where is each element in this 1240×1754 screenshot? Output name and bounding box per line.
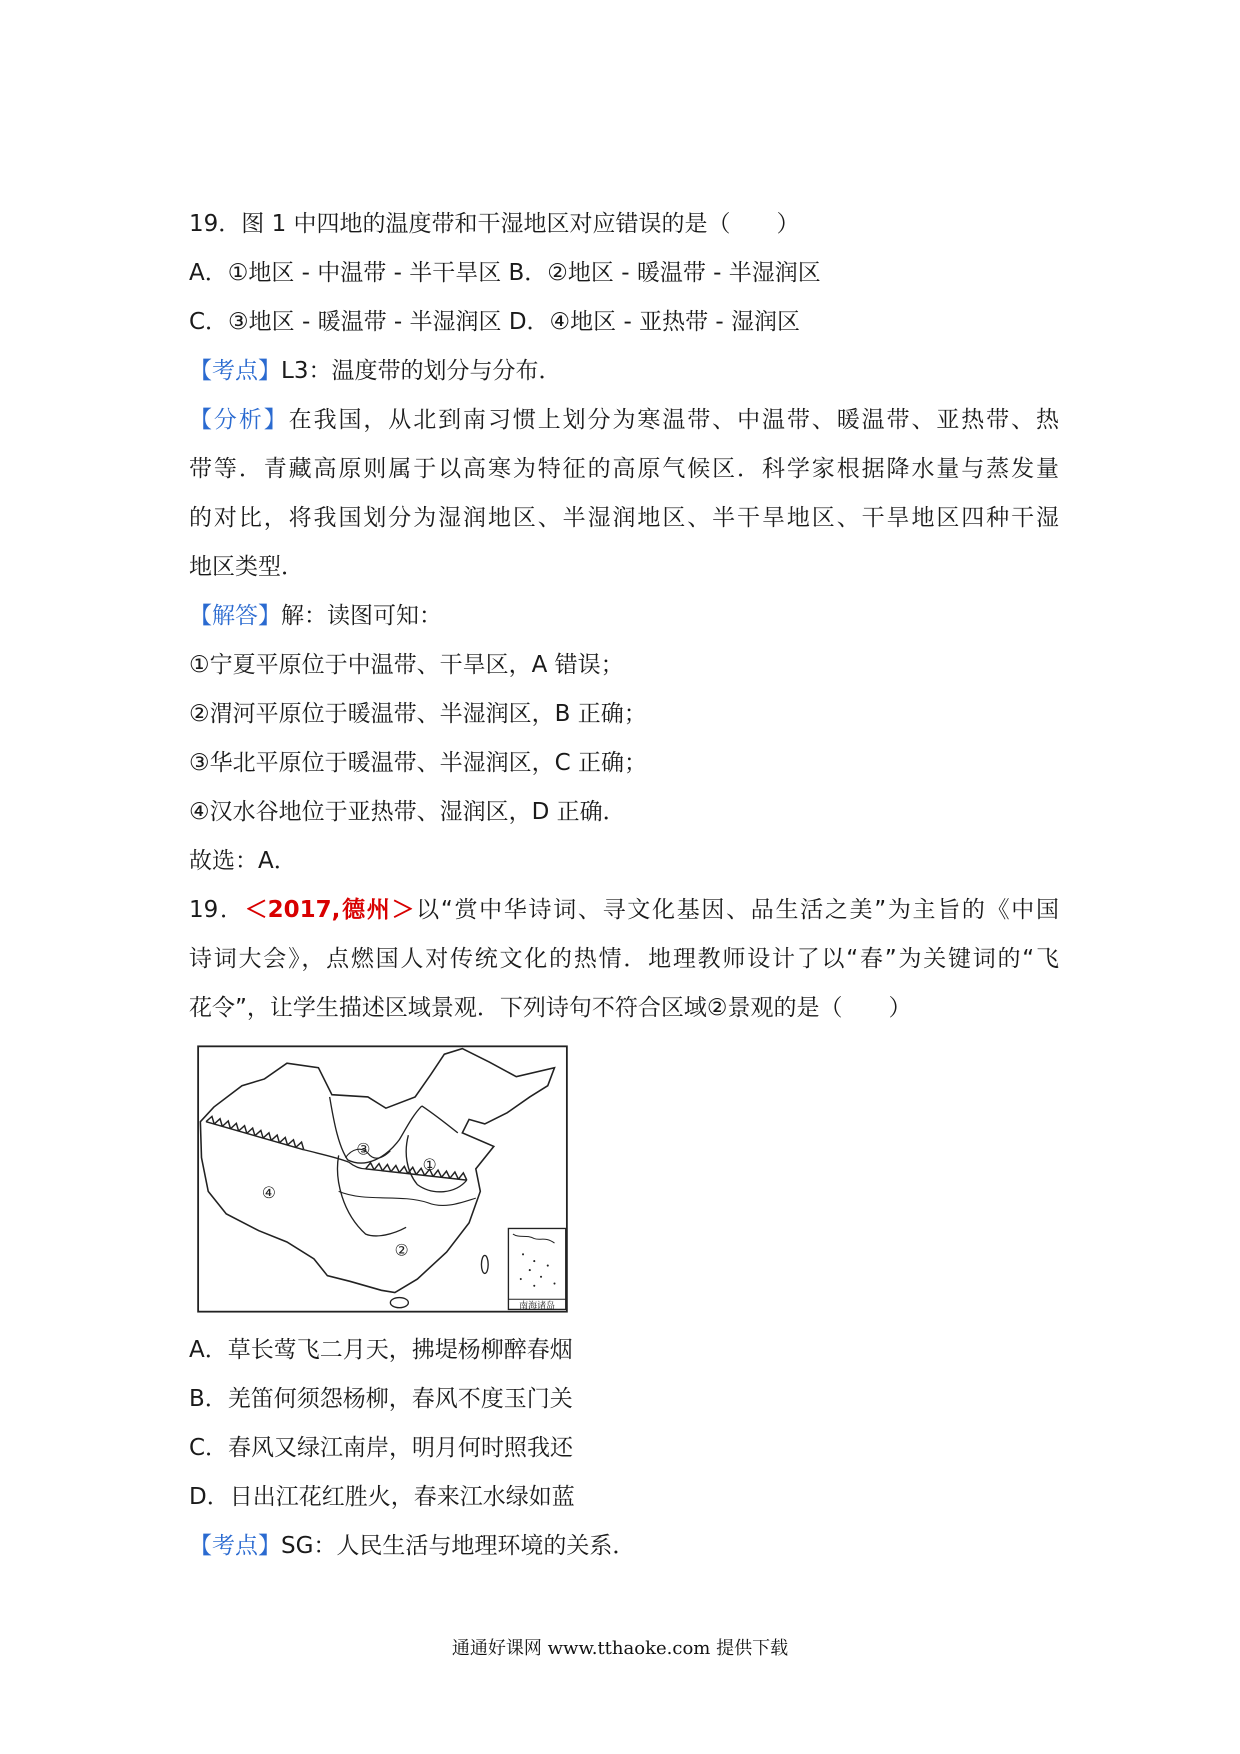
q1-answer: 故选：A．	[189, 848, 297, 874]
q1-fenxi-line: 带等．青藏高原则属于以高寒为特征的高原气候区．科学家根据降水量与蒸发量	[189, 456, 1059, 482]
kaodian-tag: 【考点】	[189, 1533, 281, 1559]
south-sea-inset	[508, 1228, 565, 1312]
q2-number: 19．	[189, 897, 245, 923]
kaodian-tag: 【考点】	[189, 358, 281, 384]
q1-fenxi-line	[189, 396, 1059, 445]
jieda-text: 解：读图可知：	[281, 603, 442, 629]
map-label-1: ①	[422, 1155, 437, 1175]
q2-stem-text: 以“赏中华诗词、寻文化基因、品生活之美”为主旨的《中国	[414, 897, 1059, 923]
q2-option-a: A．草长莺飞二月天，拂堤杨柳醉春烟	[189, 1337, 573, 1363]
q1-stem: 19．图 1 中四地的温度带和干湿地区对应错误的是（ ）	[189, 211, 800, 237]
q1-option-row-2: C．③地区 - 暖温带 - 半湿润区 D．④地区 - 亚热带 - 湿润区	[189, 309, 801, 335]
q2-stem-line: 诗词大会》，点燃国人对传统文化的热情．地理教师设计了以“春”为关键词的“飞	[189, 946, 1059, 972]
fenxi-text: 在我国，从北到南习惯上划分为寒温带、中温带、暖温带、亚热带、热	[288, 407, 1059, 433]
q2-option-c: C．春风又绿江南岸，明月何时照我还	[189, 1435, 574, 1461]
page-content	[189, 200, 1059, 1571]
q1-option-row-1: A．①地区 - 中温带 - 半干旱区 B．②地区 - 暖温带 - 半湿润区	[189, 260, 821, 286]
inset-label: 南海诸岛	[519, 1301, 556, 1312]
q2-source: ＜2017,德州＞	[244, 897, 415, 923]
q1-kaodian	[189, 347, 1059, 396]
q1-jieda-line: ①宁夏平原位于中温带、干旱区，A 错误；	[189, 652, 624, 678]
kaodian-text: SG：人民生活与地理环境的关系．	[281, 1533, 636, 1559]
q2-option-d: D．日出江花红胜火，春来江水绿如蓝	[189, 1484, 575, 1510]
q2-stem-line	[189, 886, 1059, 935]
jieda-tag: 【解答】	[189, 603, 281, 629]
kaodian-text: L3：温度带的划分与分布．	[281, 358, 562, 384]
map-label-2: ②	[394, 1240, 409, 1260]
q1-jieda	[189, 592, 1059, 641]
q1-fenxi-line: 地区类型．	[189, 554, 304, 580]
china-map-svg	[197, 1045, 568, 1313]
map-label-4: ④	[261, 1183, 276, 1203]
china-map-figure	[197, 1045, 568, 1313]
map-label-3: ③	[356, 1139, 371, 1159]
q1-jieda-line: ④汉水谷地位于亚热带、湿润区，D 正确．	[189, 799, 626, 825]
q1-jieda-line: ②渭河平原位于暖温带、半湿润区，B 正确；	[189, 701, 647, 727]
q1-fenxi-line: 的对比，将我国划分为湿润地区、半湿润地区、半干旱地区、干旱地区四种干湿	[189, 505, 1059, 531]
q2-kaodian	[189, 1522, 1059, 1571]
q2-stem-line: 花令”，让学生描述区域景观．下列诗句不符合区域②景观的是（ ）	[189, 995, 912, 1021]
q1-jieda-line: ③华北平原位于暖温带、半湿润区，C 正确；	[189, 750, 647, 776]
fenxi-tag: 【分析】	[189, 407, 289, 433]
q2-option-b: B．羌笛何须怨杨柳，春风不度玉门关	[189, 1386, 573, 1412]
page-footer: 通通好课网 www.tthaoke.com 提供下载	[451, 1638, 789, 1659]
